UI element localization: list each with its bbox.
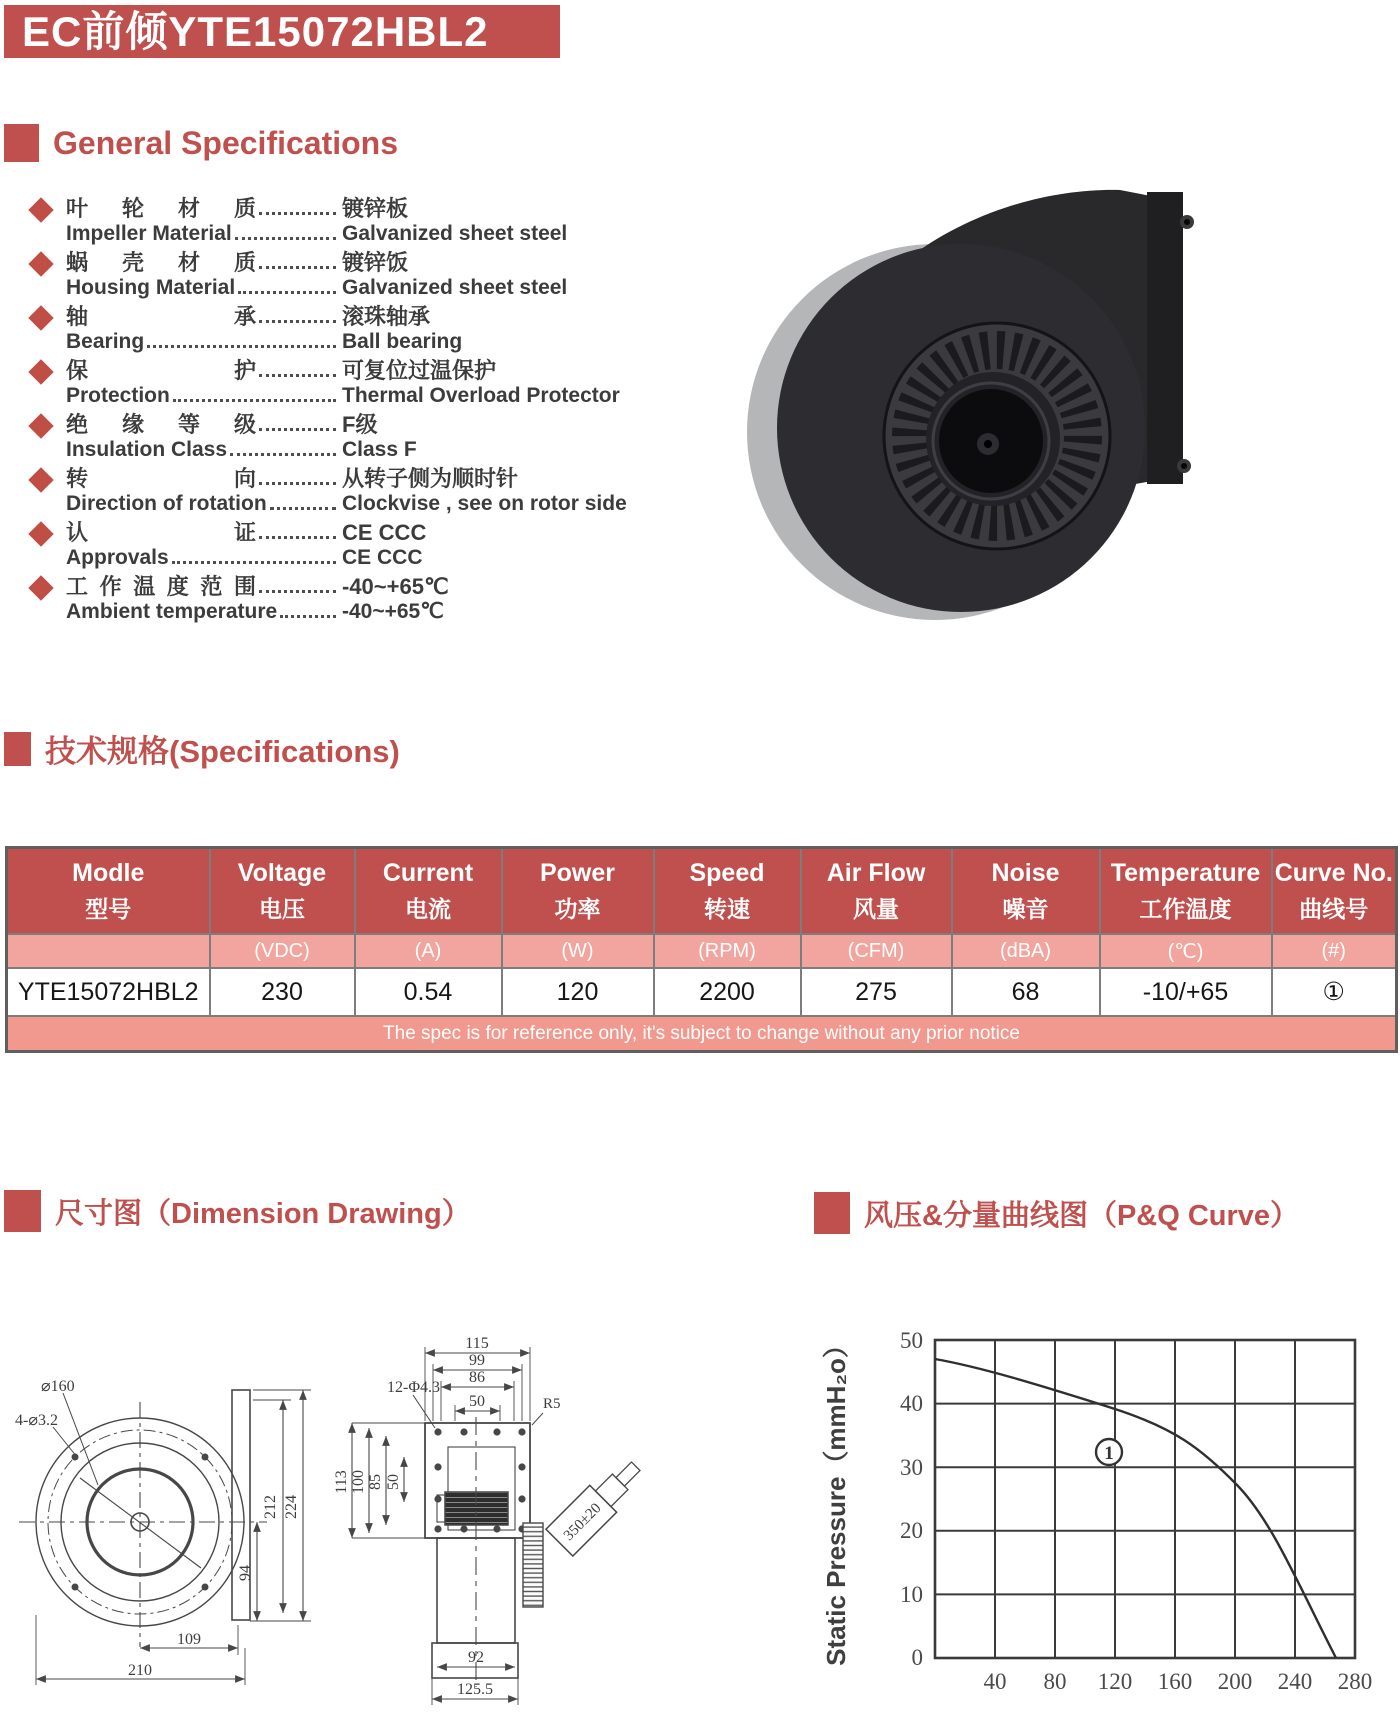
svg-text:40: 40: [983, 1669, 1007, 1694]
dim-label: R5: [543, 1396, 561, 1412]
svg-text:30: 30: [900, 1455, 923, 1480]
spec-label-en: Approvals: [66, 546, 169, 569]
dim-label: 4-⌀3.2: [15, 1412, 58, 1429]
dim-label: 224: [283, 1495, 300, 1519]
plot-border: [935, 1340, 1355, 1658]
flange-bolt-hole: [1184, 219, 1190, 225]
diamond-bullet-icon: [28, 575, 53, 600]
table-header-row: Modle 型号 Voltage 电压 Current 电流 Power 功率 Speed 转速 Air Flow 风量 Noise 噪音 Temperature 工作温度 Curve No. 曲线号: [7, 848, 1397, 935]
strain-relief-hose: [523, 1523, 543, 1607]
table-note-row: [7, 1016, 1397, 1052]
col-temperature: Temperature: [1110, 859, 1261, 887]
svg-text:280: 280: [1337, 1669, 1373, 1694]
spec-label-zh: 转 向: [66, 466, 256, 491]
col-model: Modle: [72, 859, 145, 887]
dot-leader: [259, 536, 336, 539]
spec-label-en: Direction of rotation: [66, 492, 267, 515]
dot-leader: [173, 399, 336, 402]
diamond-bullet-icon: [28, 413, 53, 438]
dim-label: ⌀160: [41, 1378, 75, 1395]
dim-label: 85: [367, 1474, 384, 1490]
dot-leader: [259, 266, 336, 269]
spec-label-en: Ambient temperature: [66, 600, 278, 623]
svg-text:80: 80: [1043, 1669, 1067, 1694]
spec-value-zh: -40~+65℃: [342, 574, 449, 599]
dot-leader: [172, 561, 336, 564]
table-data-row: [7, 968, 1397, 1016]
bolt-hole: [202, 1454, 209, 1461]
cell-curve-no: ①: [1272, 968, 1397, 1016]
spec-label-zh: 认 证: [66, 520, 256, 545]
col-power: Power: [539, 859, 616, 887]
col-current: Current: [382, 859, 474, 887]
spec-item-insulation-class: [30, 412, 642, 462]
section-general-specifications: [4, 124, 398, 162]
cell-current: 0.54: [355, 968, 502, 1016]
col-airflow: Air Flow: [826, 859, 926, 887]
flange-bolt-hole: [1181, 463, 1187, 469]
dot-leader: [235, 237, 336, 240]
diamond-bullet-icon: [28, 467, 53, 492]
chart-grid: [935, 1340, 1355, 1658]
diamond-bullet-icon: [28, 197, 53, 222]
spec-item-approvals: [30, 520, 642, 570]
dim-label: 50: [385, 1474, 402, 1490]
svg-text:20: 20: [900, 1518, 923, 1543]
cell-airflow: 275: [801, 968, 952, 1016]
svg-text:120: 120: [1097, 1669, 1133, 1694]
diamond-bullet-icon: [28, 251, 53, 276]
spec-label-zh: 保 护: [66, 358, 256, 383]
spec-value-zh: 可复位过温保护: [342, 358, 497, 383]
cell-noise: 68: [952, 968, 1100, 1016]
col-noise: Noise: [991, 859, 1060, 887]
spec-item-housing-material: [30, 250, 642, 300]
spec-value-zh: 镀锌饭: [342, 250, 409, 275]
spec-item-protection: [30, 358, 642, 408]
dim-label: 109: [177, 1631, 201, 1648]
spec-label-zh: 绝 缘 等 级: [66, 412, 256, 437]
front-view: [352, 1347, 649, 1705]
cell-speed: 2200: [654, 968, 801, 1016]
cable-length-label: 350±20: [560, 1500, 605, 1544]
cell-temperature: -10/+65: [1100, 968, 1272, 1016]
svg-text:40: 40: [900, 1391, 923, 1416]
cell-voltage: 230: [210, 968, 355, 1016]
spec-label-zh: 叶 轮 材 质: [66, 196, 256, 221]
col-speed: Speed: [689, 859, 765, 887]
spec-value-en: Clockvise , see on rotor side: [342, 492, 627, 515]
outlet-plate-edge: [232, 1390, 250, 1620]
cell-power: 120: [502, 968, 654, 1016]
col-curve-no: Curve No.: [1274, 859, 1393, 887]
dot-leader: [259, 320, 336, 323]
dim-label: 113: [333, 1470, 350, 1494]
svg-text:10: 10: [900, 1582, 923, 1607]
spec-table: [5, 846, 1398, 1053]
section-marker-icon: [4, 1190, 41, 1232]
spec-value-en: Thermal Overload Protector: [342, 384, 620, 407]
bolt-hole: [202, 1584, 209, 1591]
dim-label: 125.5: [457, 1681, 493, 1698]
table-units-row: (VDC) (A) (W) (RPM) (CFM) (dBA) (℃) (#): [7, 934, 1397, 968]
spec-label-en: Protection: [66, 384, 170, 407]
dot-leader: [238, 291, 336, 294]
bolt-hole: [72, 1584, 79, 1591]
svg-text:50: 50: [900, 1328, 923, 1353]
curve-number: 1: [1104, 1443, 1114, 1464]
table-note: The spec is for reference only, it's subject to change without any prior notice: [7, 1016, 1397, 1052]
svg-text:200: 200: [1217, 1669, 1253, 1694]
dim-label: 86: [469, 1369, 485, 1386]
spec-value-en: CE CCC: [342, 546, 423, 569]
dimension-drawing: [5, 1235, 760, 1717]
spec-item-rotation: [30, 466, 642, 516]
spec-value-zh: 从转子侧为顺时针: [342, 466, 519, 491]
spec-label-en: Housing Material: [66, 276, 236, 299]
diamond-bullet-icon: [28, 521, 53, 546]
spec-item-bearing: [30, 304, 642, 354]
spec-label-en: Insulation Class: [66, 438, 228, 461]
spec-value-en: Class F: [342, 438, 417, 461]
pq-curve-chart: [775, 1237, 1400, 1717]
dim-label: 210: [128, 1662, 152, 1679]
svg-text:0: 0: [911, 1645, 923, 1670]
spec-value-en: Ball bearing: [342, 330, 463, 353]
product-photo-centrifugal-blower: [735, 160, 1195, 650]
spec-item-impeller-material: [30, 196, 642, 246]
section-dimension-drawing: [4, 1190, 471, 1232]
section-title: 风压&分量曲线图（P&Q Curve）: [864, 1199, 1300, 1232]
spec-label-en: Impeller Material: [66, 222, 232, 245]
spec-value-zh: 镀锌板: [342, 196, 409, 221]
dim-label: 99: [469, 1352, 485, 1369]
spec-label-zh: 轴 承: [66, 304, 256, 329]
section-marker-icon: [814, 1192, 850, 1234]
dot-leader: [270, 507, 336, 510]
section-marker-icon: [4, 732, 31, 766]
spec-label-en: Bearing: [66, 330, 145, 353]
svg-text:160: 160: [1157, 1669, 1193, 1694]
dim-label: 50: [469, 1393, 485, 1410]
spec-value-en: -40~+65℃: [342, 600, 444, 623]
spec-value-zh: CE CCC: [342, 520, 427, 545]
spec-value-zh: F级: [342, 412, 378, 437]
dot-leader: [259, 590, 336, 593]
dim-label: 12-Φ4.3: [387, 1379, 441, 1396]
section-title: General Specifications: [53, 124, 399, 161]
spec-label-zh: 蜗 壳 材 质: [66, 250, 256, 275]
y-axis-label: Static Pressure（mmH₂o）: [821, 1332, 851, 1666]
cell-model: YTE15072HBL2: [7, 968, 210, 1016]
col-voltage: Voltage: [237, 859, 327, 887]
spec-item-ambient-temperature: [30, 574, 642, 624]
spec-value-en: Galvanized sheet steel: [342, 276, 568, 299]
spec-value-en: Galvanized sheet steel: [342, 222, 568, 245]
diamond-bullet-icon: [28, 359, 53, 384]
dot-leader: [259, 212, 336, 215]
section-title: 尺寸图（Dimension Drawing）: [55, 1197, 471, 1230]
section-pq-curve: [814, 1192, 1299, 1234]
dim-label: 212: [262, 1495, 279, 1519]
dot-leader: [259, 482, 336, 485]
section-marker-icon: [4, 124, 39, 162]
dim-label: 115: [465, 1335, 489, 1352]
x-tick-labels: [984, 1669, 1373, 1694]
dim-label: 92: [468, 1649, 484, 1666]
dim-label: 94: [237, 1565, 254, 1581]
general-spec-list: [30, 196, 642, 628]
mounting-flange: [1147, 192, 1183, 484]
section-specifications: [4, 726, 400, 771]
side-view: [19, 1390, 311, 1685]
dot-leader: [230, 453, 336, 456]
power-cable: [546, 1453, 649, 1556]
svg-text:240: 240: [1277, 1669, 1313, 1694]
diamond-bullet-icon: [28, 305, 53, 330]
dot-leader: [259, 428, 336, 431]
section-title: 技术规格(Specifications): [45, 734, 400, 769]
page-title: EC前倾YTE15072HBL2: [4, 5, 560, 58]
spec-label-zh: 工 作 温 度 范 围: [66, 574, 256, 599]
dim-label: 100: [350, 1470, 367, 1494]
dot-leader: [280, 615, 336, 618]
dot-leader: [259, 374, 336, 377]
dot-leader: [147, 345, 336, 348]
y-tick-labels: [900, 1328, 923, 1670]
spec-value-zh: 滚珠轴承: [342, 304, 431, 329]
